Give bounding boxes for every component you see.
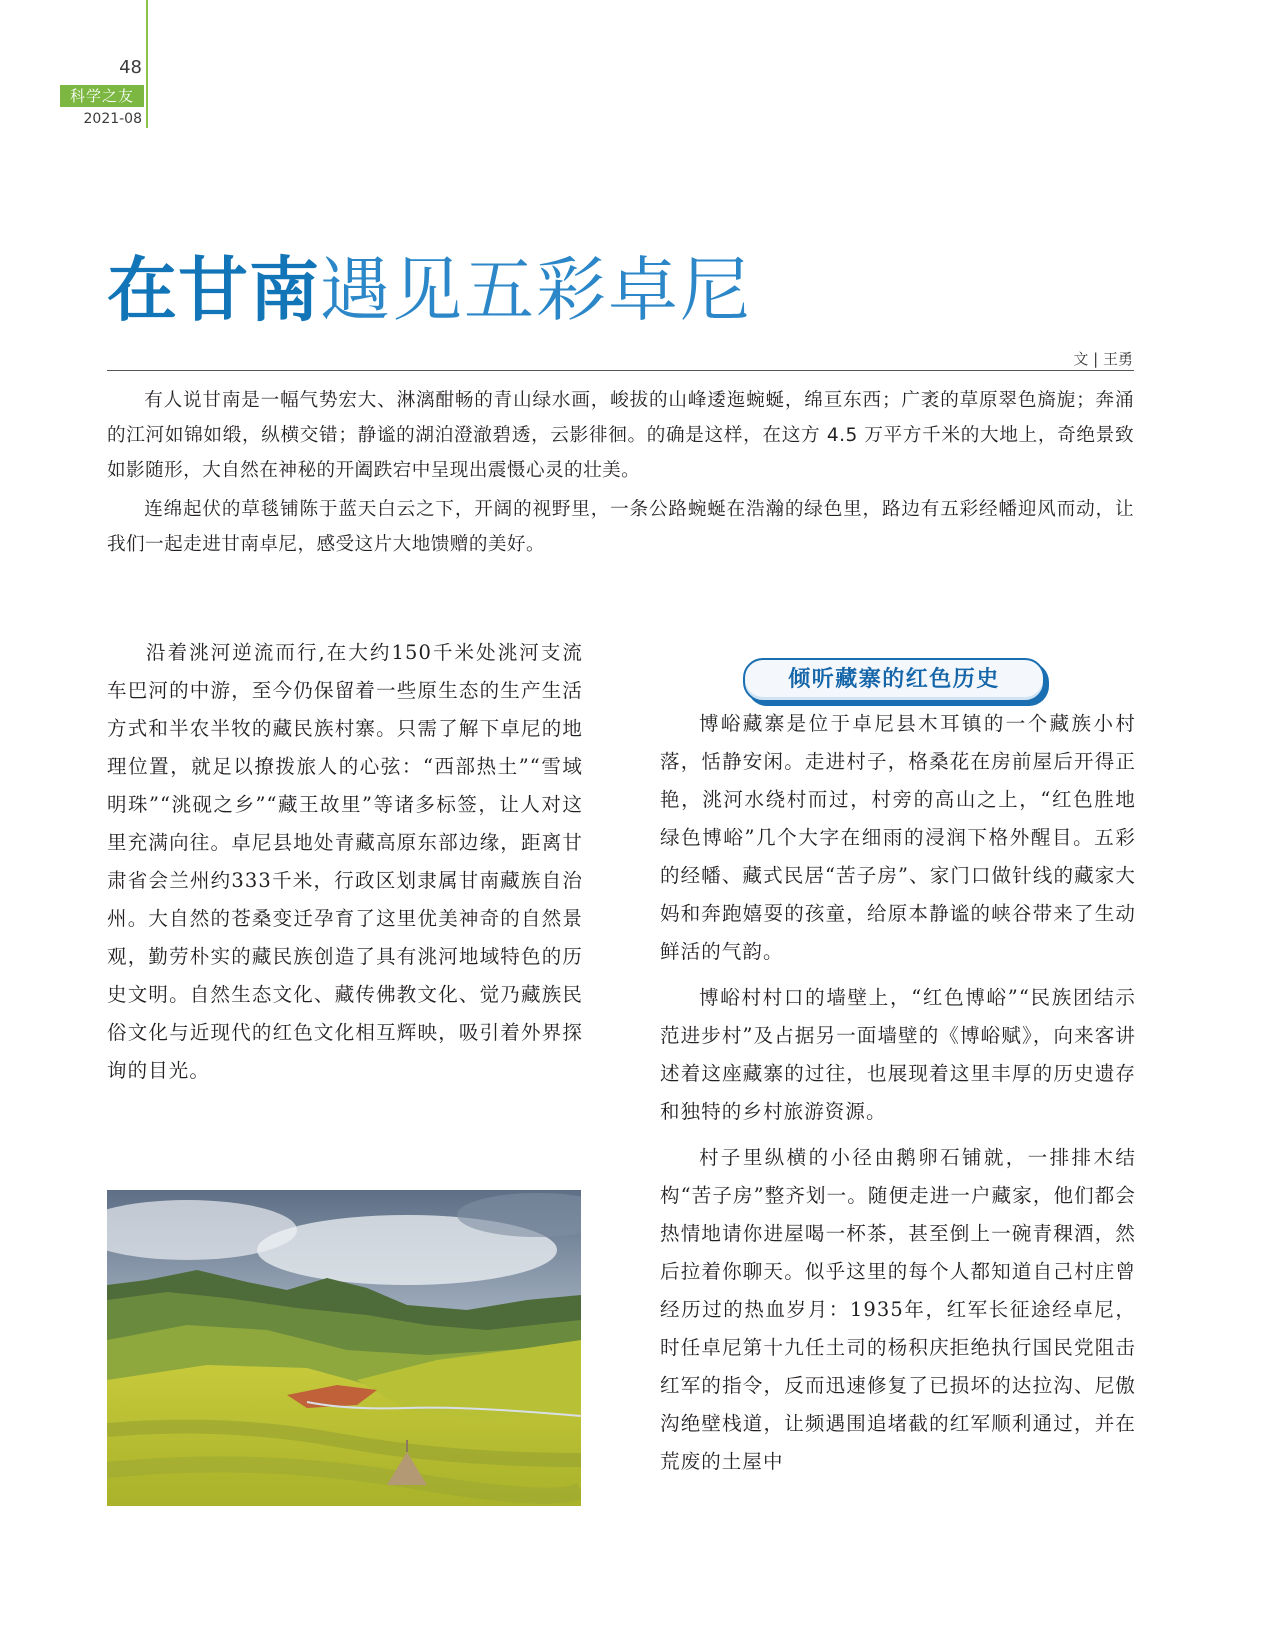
- landscape-photo: [107, 1190, 581, 1506]
- left-column: [107, 634, 583, 1098]
- title-rule: [107, 370, 1134, 371]
- intro-section: [107, 383, 1134, 566]
- title-strong: 在甘南: [107, 249, 320, 331]
- body-paragraph: 博峪藏寨是位于卓尼县木耳镇的一个藏族小村落，恬静安闲。走进村子，格桑花在房前屋后开得正艳，洮河水绕村而过，村旁的高山之上，“红色胜地 绿色博峪”几个大字在细雨的浸润下格外醒目。五彩的经幡、藏式民居“苦子房”、家门口做针线的藏家大妈和奔跑嬉耍的孩童，给原本静谧的峡谷带来了生动鲜活的气韵。: [660, 712, 1157, 963]
- body-paragraph: 博峪村村口的墙壁上，“红色博峪”“民族团结示范进步村”及占据另一面墙壁的《博峪赋》，向来客讲述着这座藏寨的过往，也展现着这里丰厚的历史遗存和独特的乡村旅游资源。: [660, 986, 1136, 1123]
- intro-paragraph: 连绵起伏的草毯铺陈于蓝天白云之下，开阔的视野里，一条公路蜿蜒在浩瀚的绿色里，路边有五彩经幡迎风而动，让我们一起走进甘南卓尼，感受这片大地馈赠的美好。: [107, 499, 1134, 555]
- intro-paragraph: 有人说甘南是一幅气势宏大、淋漓酣畅的青山绿水画，峻拔的山峰逶迤蜿蜒，绵亘东西；广袤的草原翠色旖旎；奔涌的江河如锦如缎，纵横交错；静谧的湖泊澄澈碧透，云影徘徊。的确是这样，在这方 4.5 万平方千米的大地上，奇绝景致如影随形，大自然在神秘的开阖跌宕中呈现出震慑心灵的壮美。: [107, 390, 1134, 481]
- right-column: [660, 705, 1157, 1489]
- author-byline: 文 | 王勇: [1073, 350, 1133, 368]
- body-paragraph: 沿着洮河逆流而行,在大约150千米处洮河支流车巴河的中游，至今仍保留着一些原生态的生产生活方式和半农半牧的藏民族村寨。只需了解下卓尼的地理位置，就足以撩拨旅人的心弦：“西部热土”“雪域明珠”“洮砚之乡”“藏王故里”等诸多标签，让人对这里充满向往。卓尼县地处青藏高原东部边缘，距离甘肃省会兰州约333千米，行政区划隶属甘南藏族自治州。大自然的苍桑变迁孕育了这里优美神奇的自然景观，勤劳朴实的藏民族创造了具有洮河地域特色的历史文明。自然生态文化、藏传佛教文化、觉乃藏族民俗文化与近现代的红色文化相互辉映，吸引着外界探询的目光。: [107, 641, 583, 1082]
- body-paragraph: 村子里纵横的小径由鹅卵石铺就，一排排木结构“苦子房”整齐划一。随便走进一户藏家，他们都会热情地请你进屋喝一杯茶，甚至倒上一碗青稞酒，然后拉着你聊天。似乎这里的每个人都知道自己村庄曾经历过的热血岁月：1935年，红军长征途经卓尼，时任卓尼第十九任土司的杨积庆拒绝执行国民党阻击红军的指令，反而迅速修复了已损坏的达拉沟、尼傲沟绝壁栈道，让频遇围追堵截的红军顺利通过，并在荒废的土屋中: [660, 1146, 1136, 1473]
- magazine-name-badge: 科学之友: [60, 85, 144, 107]
- issue-date: 2021-08: [83, 111, 142, 127]
- title-light: 遇见五彩卓尼: [320, 249, 752, 331]
- article-title: [107, 250, 752, 343]
- page-number: 48: [119, 57, 142, 78]
- header-divider: [146, 0, 148, 128]
- section-heading: 倾听藏寨的红色历史: [743, 658, 1045, 702]
